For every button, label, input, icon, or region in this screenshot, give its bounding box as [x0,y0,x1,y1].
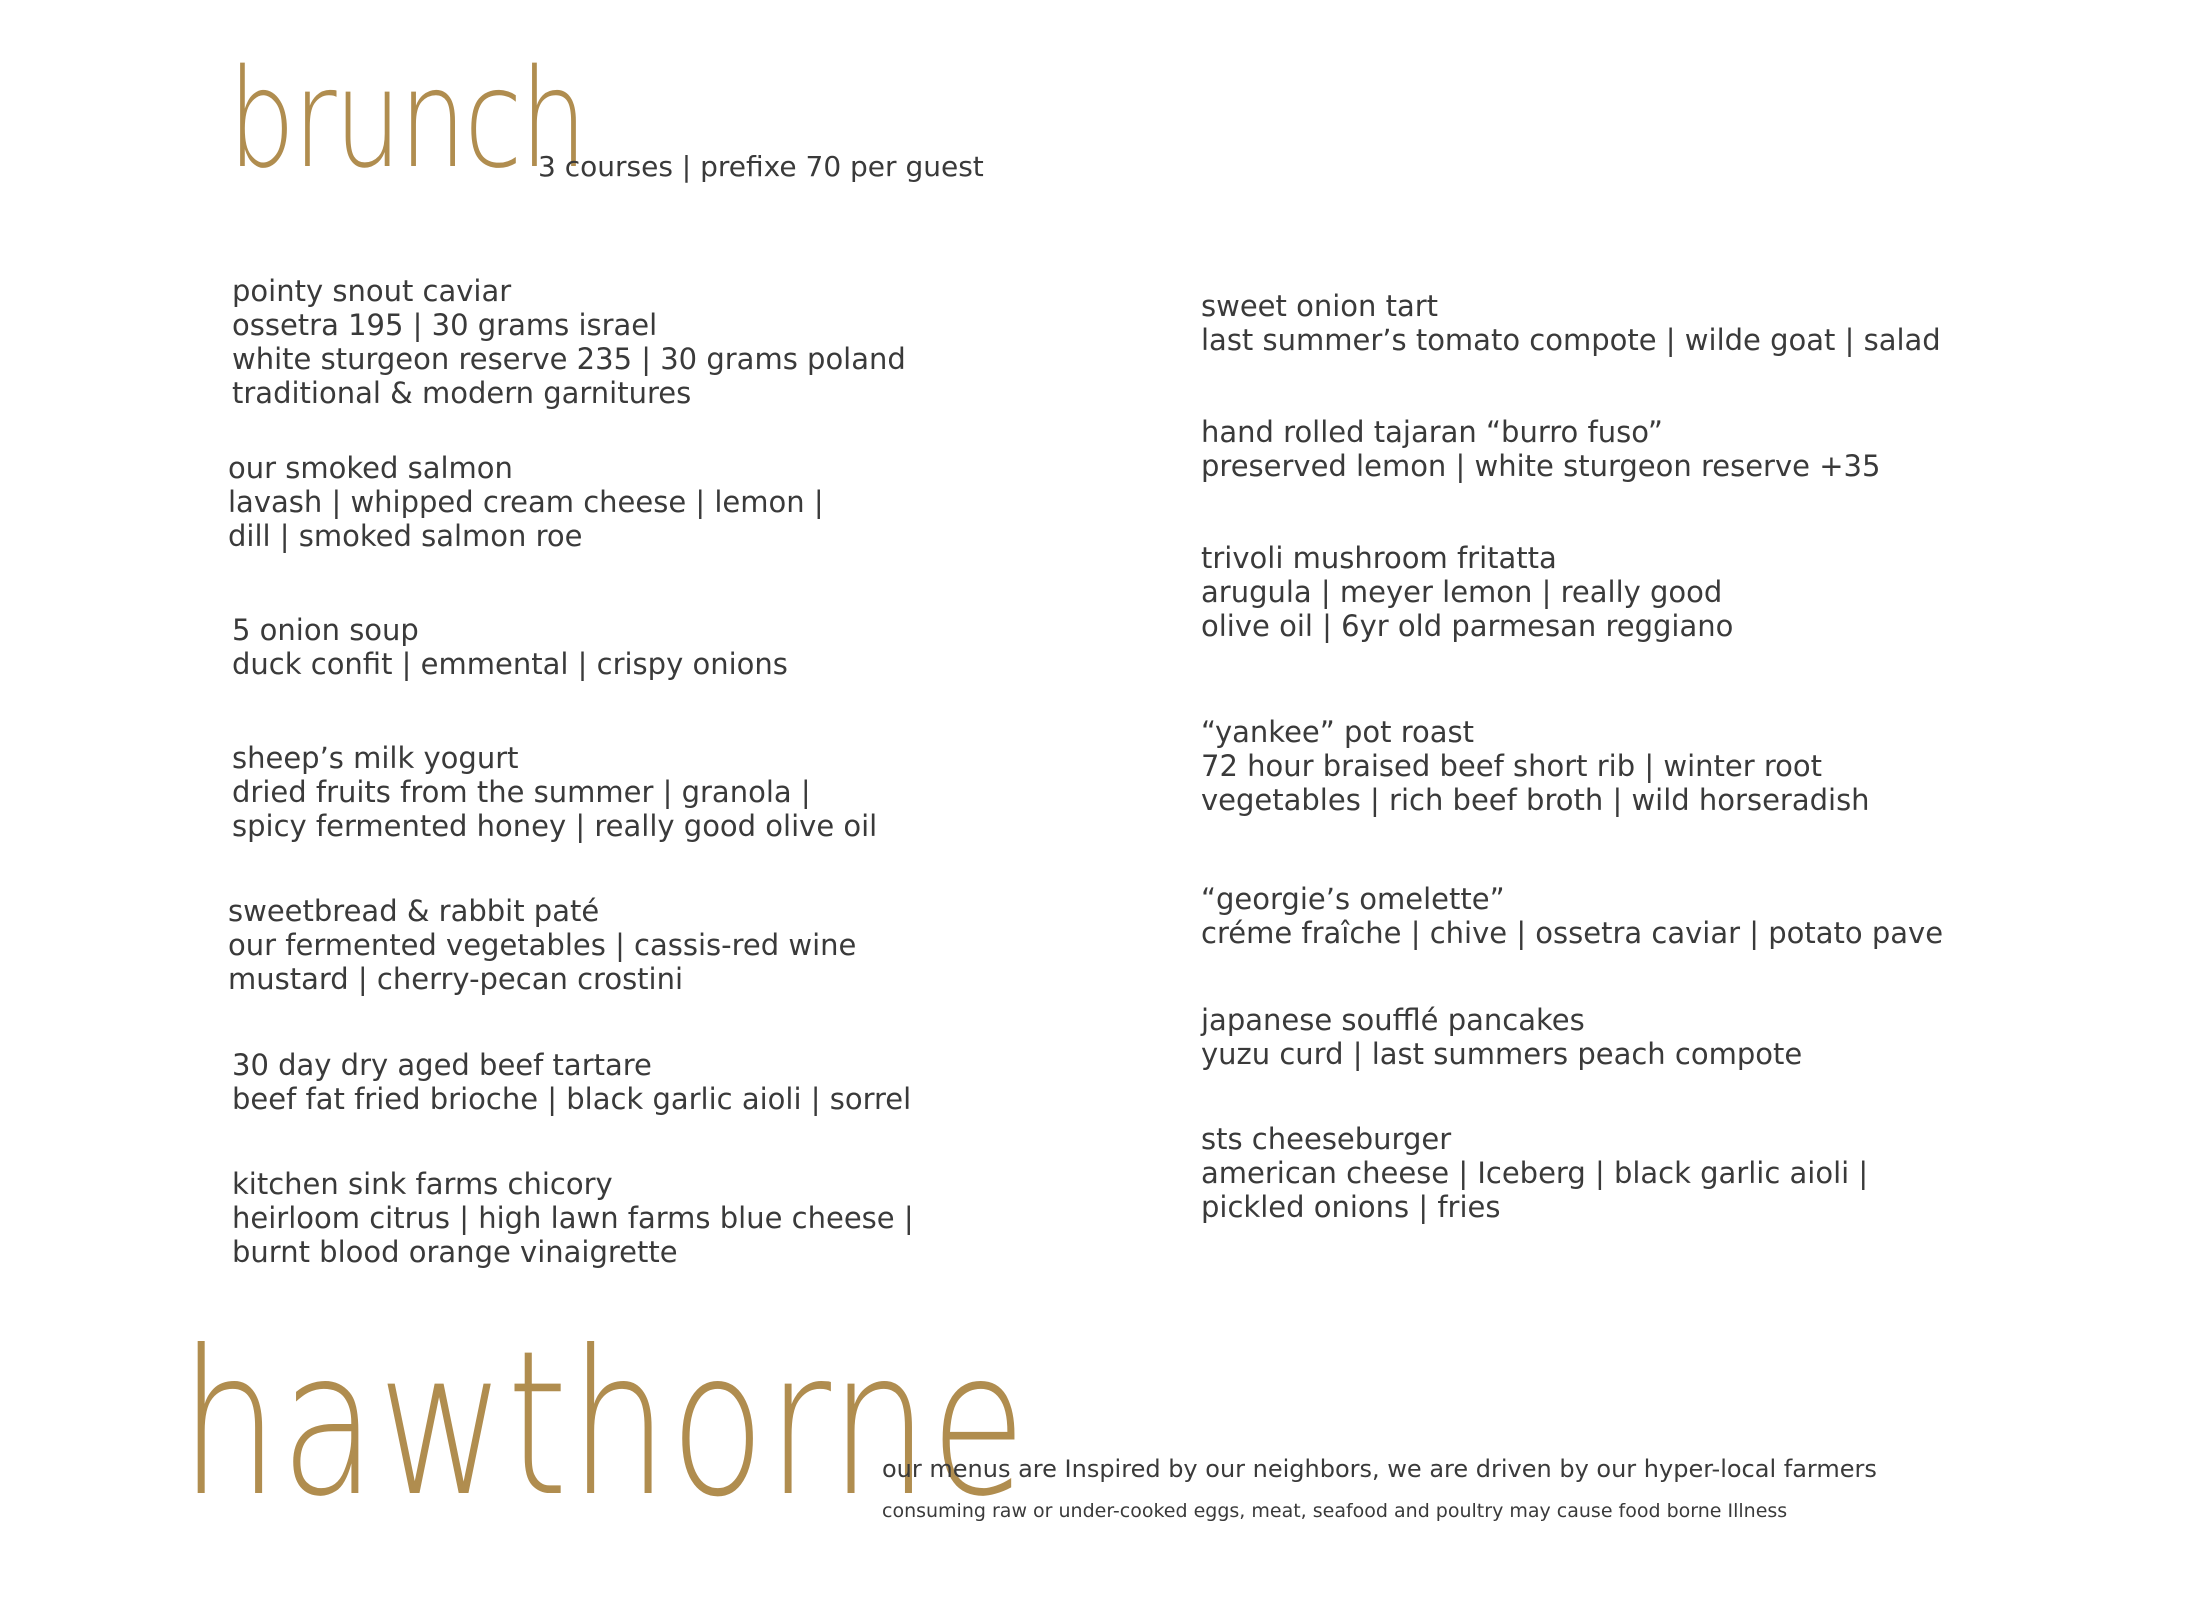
item-detail: heirloom citrus | high lawn farms blue cheese | [232,1201,914,1235]
item-name: sweet onion tart [1201,289,1439,323]
item-detail: our fermented vegetables | cassis-red wine [228,928,857,962]
menu-item-tajaran [1201,415,1880,483]
item-detail: spicy fermented honey | really good olive oil [232,809,878,843]
menu-item-onion-soup [232,613,788,681]
item-detail: white sturgeon reserve 235 | 30 grams poland [232,342,906,376]
item-name: japanese soufflé pancakes [1201,1003,1585,1037]
item-detail: vegetables | rich beef broth | wild horseradish [1201,783,1870,817]
item-detail: american cheese | Iceberg | black garlic aioli | [1201,1156,1869,1190]
menu-item-pate [228,894,856,996]
item-name: 30 day dry aged beef tartare [232,1048,652,1082]
footer-tagline: our menus are Inspired by our neighbors, we are driven by our hyper-local farmers [882,1455,1877,1483]
item-detail: créme fraîche | chive | ossetra caviar | potato pave [1201,916,1944,950]
item-detail: duck confit | emmental | crispy onions [232,647,788,681]
menu-item-cheeseburger [1201,1122,1868,1224]
brand-logo: hawthorne [180,1308,1028,1541]
item-name: “georgie’s omelette” [1201,882,1505,916]
menu-item-omelette [1201,882,1943,950]
menu-item-pancakes [1201,1003,1802,1071]
item-name: sweetbread & rabbit paté [228,894,600,928]
item-detail: beef fat fried brioche | black garlic aioli | sorrel [232,1082,912,1116]
item-detail: preserved lemon | white sturgeon reserve +35 [1201,449,1881,483]
item-detail: last summer’s tomato compote | wilde goat | salad [1201,323,1941,357]
item-name: hand rolled tajaran “burro fuso” [1201,415,1663,449]
item-detail: dill | smoked salmon roe [228,519,583,553]
item-name: kitchen sink farms chicory [232,1167,613,1201]
menu-title: brunch [228,41,585,199]
item-name: sts cheeseburger [1201,1122,1452,1156]
menu-item-tartare [232,1048,911,1116]
menu-item-yogurt [232,741,877,843]
item-detail: traditional & modern garnitures [232,376,692,410]
footer-warning: consuming raw or under-cooked eggs, meat, seafood and poultry may cause food borne Illness [882,1500,1788,1522]
item-name: pointy snout caviar [232,274,512,308]
item-detail: lavash | whipped cream cheese | lemon | [228,485,824,519]
item-detail: dried fruits from the summer | granola | [232,775,811,809]
item-name: trivoli mushroom fritatta [1201,541,1557,575]
item-detail: mustard | cherry-pecan crostini [228,962,684,996]
item-name: “yankee” pot roast [1201,715,1475,749]
menu-item-chicory [232,1167,914,1269]
item-detail: olive oil | 6yr old parmesan reggiano [1201,609,1734,643]
menu-item-pot-roast [1201,715,1870,817]
menu-item-caviar [232,274,906,410]
item-detail: yuzu curd | last summers peach compote [1201,1037,1803,1071]
item-name: sheep’s milk yogurt [232,741,519,775]
item-detail: 72 hour braised beef short rib | winter root [1201,749,1823,783]
item-detail: burnt blood orange vinaigrette [232,1235,678,1269]
menu-item-smoked-salmon [228,451,824,553]
item-detail: ossetra 195 | 30 grams israel [232,308,658,342]
item-name: our smoked salmon [228,451,513,485]
item-name: 5 onion soup [232,613,419,647]
menu-item-fritatta [1201,541,1733,643]
menu-subtitle: 3 courses | prefixe 70 per guest [538,150,984,183]
item-detail: arugula | meyer lemon | really good [1201,575,1723,609]
item-detail: pickled onions | fries [1201,1190,1501,1224]
menu-item-onion-tart [1201,289,1941,357]
